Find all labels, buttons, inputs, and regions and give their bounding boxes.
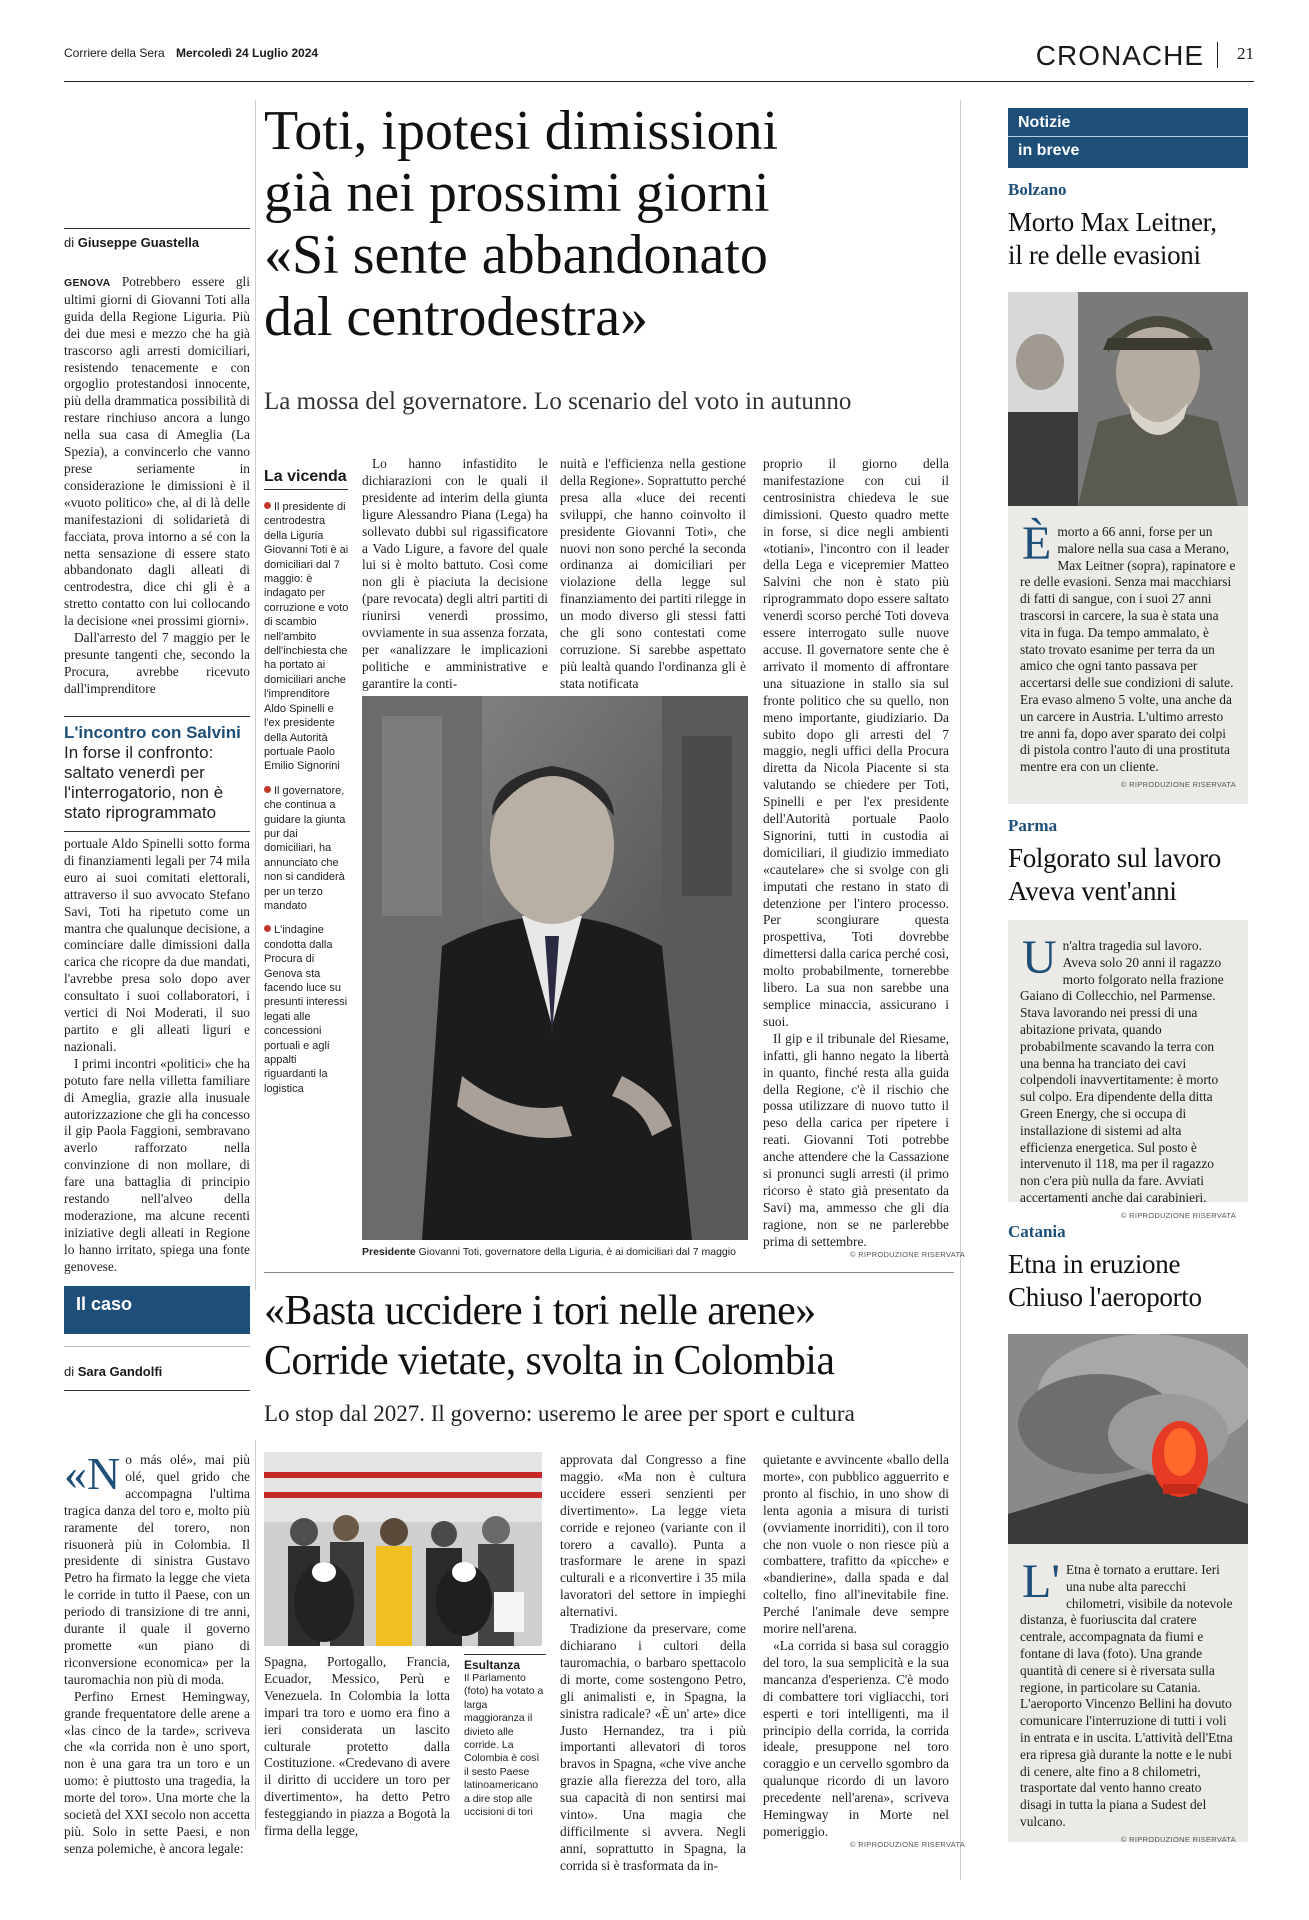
headline-line: «Si sente abbandonato — [264, 224, 768, 286]
corrida-photo — [264, 1452, 542, 1646]
article-paragraph: «La corrida si basa sul coraggio del toro, la sua semplicità e la sua mancanza d'esperienza. C'è modo di combattere tori vigliacchi, tori esperti e tori intelligenti, ma il principio della corrida, la corrida ideale, presuppone nel toro coraggio e un cervello sgombro da qualunque ricordo di un lavoro precedente nell'arena», scriveva Hemingway in Morte nel pomeriggio. — [763, 1637, 949, 1839]
article-column-3 — [362, 456, 548, 693]
article-column-2 — [264, 1654, 450, 1840]
bullet-icon — [264, 502, 271, 509]
article-column-4 — [560, 456, 746, 693]
copyright-note: © RIPRODUZIONE RISERVATA — [1120, 1210, 1236, 1220]
article-paragraph: Dall'arresto del 7 maggio per le presunte tangenti che, secondo la Procura, avrebbe ricevuto dall'imprenditore — [64, 630, 250, 696]
timeline-list — [264, 500, 350, 1096]
headline-line: già nei prossimi giorni — [264, 162, 770, 224]
article-paragraph: Il gip e il tribunale del Riesame, infatti, gli hanno negato la libertà in quanto, finché resta alla guida della Regione, c'è il rischio che possa utilizzare di nuovo tutto il peso della carica per ripetere i reati. Giovanni Toti potrebbe anche attendere che la Cassazione si pronunci sugli arresti (il primo ricorso è stato già presentato da Savi) ma, ammesso che gli dia ragione, non se ne parlerebbe prima di settembre. — [763, 1030, 949, 1249]
drop-cap: «N — [64, 1448, 121, 1499]
article-paragraph: approvata dal Congresso a fine maggio. «Ma non è cultura uccidere esseri senzienti per divertimento». La legge vieta corride e rejoneo (variante con il torero a cavallo). Punta a trasformare le arene in spazi culturali e a riconvertire i 35 mila lavoratori del settore in impieghi alternativi. — [560, 1452, 746, 1620]
leitner-photo — [1008, 292, 1248, 506]
brief-title: Folgorato sul lavoro Aveva vent'anni — [1008, 843, 1221, 906]
article-paragraph: Spagna, Portogallo, Francia, Ecuador, Messico, Perù e Venezuela. In Colombia la lotta impari tra toro e uomo era fino a ieri considerata un lascito culturale protetto dalla Costituzione. «Credevano di avere il diritto di uccidere un toro per divertimento», ha detto Petro festeggiando in piazza a Bogotà la firma della legge, — [264, 1654, 450, 1839]
brief-text: Etna è tornato a eruttare. Ieri una nube alta parecchi chilometri, visibile da notevole distanza, è fuoriuscita dal cratere centrale, accompagnata da fiumi e fontane di lava (foto). Una grande quantità di cenere si è riversata sulla regione, in particolare su Catania. L'aeroporto Vincenzo Bellini ha dovuto comunicare l'interruzione di tutti i voli in entrata e in uscita. L'attività dell'Etna era ripresa già durante la notte e le nubi di cenere, alte fino a 8 chilometri, trasportate dal vento hanno creato disagi in tutta la piana a Sudest del vulcano. — [1020, 1562, 1233, 1829]
byline-author: Giuseppe Guastella — [77, 235, 200, 250]
copyright-note: © RIPRODUZIONE RISERVATA — [1120, 1834, 1236, 1844]
article-paragraph: proprio il giorno della manifestazione con cui il centrosinistra chiedeva le sue dimissioni. Questo quadro mette in forse, si dice negli ambienti «totiani», l'incontro con il leader della Lega e vicepremier Matteo Salvini che non è stato più riprogrammato dopo essere saltato venerdì scorso perché Toti doveva essere interrogato sulle nuove accuse. Il governatore sente che è arrivato il momento di affrontare una situazione in stallo sia sul fronte politico che su quello, non meno importante, giudiziario. Da subito dopo gli arresti del 7 maggio, negli uffici della Procura diretta da Nicola Piacente si sta valutando se chiedere per Toti, Spinelli e per l'ex presidente dell'Autorità portuale Paolo Signorini, tutti in custodia ai domiciliari, il giudizio immediato «cautelare» che si svolge con gli imputati che restano in stato di detenzione per l'intero processo. Per scongiurare questa prospettiva, Toti dovrebbe dimettersi dalla carica perché così, molto probabilmente, tornerebbe libero. La sua non sarebbe una semplice minaccia, assicurano i suoi. — [763, 456, 949, 1029]
timeline-item: Il presidente di centrodestra della Liguria Giovanni Toti è ai domiciliari dal 7 maggio: è indagato per corruzione e voto di scambio nell'ambito dell'inchiesta che ha portato ai domiciliari anche l'imprenditore Aldo Spinelli e l'ex presidente della Autorità portuale Paolo Emilio Signorini — [264, 501, 349, 773]
drop-cap: L' — [1022, 1555, 1060, 1608]
byline — [64, 1364, 250, 1379]
portrait-image — [362, 696, 748, 1240]
second-subtitle: Lo stop dal 2027. Il governo: useremo le aree per sport e cultura — [264, 1401, 855, 1426]
caption-text: Giovanni Toti, governatore della Liguria, è ai domiciliari dal 7 maggio — [418, 1246, 736, 1258]
article-paragraph: I primi incontri «politici» che ha potuto fare nella villetta familiare di Ameglia, grazie alla inusuale autorizzazione che gli ha concesso il gip Paola Faggioni, sembravano averlo rafforzato nella convinzione di non mollare, di fare una battaglia di principio restando nell'alveo della moderazione, ma alcune recenti iniziative degli alleati in Regione lo hanno irritato, spiega una fonte genovese. — [64, 1055, 250, 1274]
brief-text: morto a 66 anni, forse per un malore nella sua casa a Merano, Max Leitner (sopra), rapinatore e re delle evasioni. Senza mai macchiarsi di fatti di sangue, con i suoi 27 anni trascorsi in carcere, la sua è stata una vita in fuga. Da tempo ammalato, è stato trovato esanime per terra da un amico che ogni tanto passava per accertarsi delle sue condizioni di salute. Era evaso almeno 5 volte, una anche da un carcere in Austria. L'ultimo arresto tre anni fa, dopo aver sparato dei colpi di pistola contro l'auto di una prostituta mentre era con un cliente. — [1020, 524, 1236, 775]
brief-kicker: Parma — [1008, 816, 1058, 835]
volcano-image — [1008, 1334, 1248, 1544]
second-headline — [264, 1286, 954, 1386]
masthead — [64, 40, 1254, 82]
brief-kicker: Catania — [1008, 1222, 1066, 1241]
bullet-icon — [264, 925, 271, 932]
caption-label: Presidente — [362, 1246, 416, 1258]
article-paragraph: quietante e avvincente «ballo della morte», con pubblico agguerrito e pronto al fischio, in uno show di lenta agonia a misura di turisti (ovviamente inorriditi), con il toro che non vuole o non riesce più a combattere, trafitto da «picche» e «bandierine», dalla spada e dal coltello, fino all'inevitabile fine. Perché l'animale deve sempre morire nell'arena. — [763, 1452, 949, 1637]
column-rule — [255, 1440, 256, 1830]
brief-text: n'altra tragedia sul lavoro. Aveva solo 20 anni il ragazzo morto folgorato nella frazione Gaiano di Collecchio, nel Parmense. Stava lavorando nei pressi di una abitazione privata, quando probabilmente scavando la terra con una benna ha tranciato dei cavi colpendoli inavvertitamente: è morto sul colpo. Era dipendente della ditta Green Energy, che si occupa di installazione di sistemi ad alta efficienza energetica. Sul posto è intervenuto il 118, ma per il ragazzo non c'era più nulla da fare. Avviati accertamenti anche dai carabinieri. — [1020, 938, 1224, 1205]
byline-prefix: di — [64, 235, 75, 250]
article-column-4 — [560, 1452, 746, 1875]
copyright-note: © RIPRODUZIONE RISERVATA — [850, 1250, 966, 1259]
kicker-box: Il caso — [64, 1286, 250, 1334]
toti-photo — [362, 696, 748, 1240]
article-column-5 — [763, 456, 949, 1251]
byline-prefix: di — [64, 1364, 75, 1379]
brief-header-divider — [1008, 136, 1248, 137]
article-paragraph: Potrebbero essere gli ultimi giorni di Giovanni Toti alla guida della Regione Liguria. Più dei due mesi e mezzo che ha già trascorso agli arresti domiciliari, resistendo tenacemente e con orgoglio protestandosi innocente, più della drammatica possibilità di restare rinchiuso ancora a lungo nella sua casa di Ameglia (La Spezia), a convincerlo che vanno prese seriamente in considerazione le dimissioni è il «vuoto politico» che, al di là delle manifestazioni di solidarietà di facciata, prova intorno a sé con la netta sensazione di essere stato abbandonato dagli alleati di centrodestra, dice chi gli è a stretto contatto con lui collocando la decisione «nei prossimi giorni». — [64, 274, 250, 629]
brief-news-header — [1008, 108, 1248, 168]
section-title: CRONACHE — [1035, 40, 1204, 71]
brief-body — [1008, 506, 1248, 804]
byline-rule — [64, 1390, 250, 1391]
timeline-item: Il governatore, che continua a guidare la giunta pur dai domiciliari, ha annunciato che non si candiderà per un terzo mandato — [264, 784, 346, 912]
masthead-divider — [1217, 42, 1218, 68]
article-paragraph: Lo hanno infastidito le dichiarazioni con le quali il presidente ad interim della giunta ligure Alessandro Piana (Lega) ha sollevato dubbi sul rigassificatore a Vado Ligure, a favore del quale lui si è molto battuto. Così come non gli è piaciuta la decisione (pare revocata) degli altri partiti di riunirsi venerdì prossimo, ovviamente in sua assenza forzata, per «analizzare le implicazioni politiche e amministrative e garantire la conti- — [362, 456, 548, 691]
brief-body — [1008, 920, 1248, 1220]
brief-kicker: Bolzano — [1008, 180, 1067, 199]
brief-header-line: Notizie — [1018, 114, 1071, 131]
pull-quote-rule — [64, 831, 250, 832]
main-subtitle: La mossa del governatore. Lo scenario del voto in autunno — [264, 388, 852, 415]
article-paragraph: Perfino Ernest Hemingway, grande frequentatore delle arene a «las cinco de la tarde», scriveva che «la corrida non è uno sport, non è una gara tra un toro e un uomo: è piuttosto una tragedia, la morte del toro». Una morte che la società del XXI secolo non accetta più. Solo in sette Paesi, e non senza polemiche, è ancora legale: — [64, 1688, 250, 1856]
issue-date: Mercoledì 24 Luglio 2024 — [176, 46, 319, 60]
drop-cap: È — [1022, 517, 1052, 570]
copyright-note: © RIPRODUZIONE RISERVATA — [850, 1840, 966, 1849]
copyright-note: © RIPRODUZIONE RISERVATA — [1120, 779, 1236, 789]
headline-line: «Basta uccidere i tori nelle arene» — [264, 1288, 816, 1334]
drop-cap: U — [1022, 931, 1057, 984]
bullet-icon — [264, 786, 271, 793]
article-divider — [264, 1272, 954, 1273]
article-paragraph: nuità e l'efficienza nella gestione della Regione». Soprattutto perché presa alla «luce dei recenti sviluppi, che hanno coinvolto il presidente Giovanni Toti», che nuovi non sono perché la seconda ordinanza ai domiciliari per violazione della legge sul finanziamento dei partiti rilegge in un modo diverso gli stessi fatti che gli sono contestati come corruzione. Si sarebbe aspettato più lealtà quando l'ordinanza gli è stata notificata — [560, 456, 746, 691]
photo-caption — [362, 1246, 762, 1259]
column-rule — [255, 100, 256, 1290]
headline-line: Corride vietate, svolta in Colombia — [264, 1338, 835, 1384]
byline-author: Sara Gandolfi — [77, 1364, 163, 1379]
article-column-1 — [64, 274, 250, 698]
brief-header-line: in breve — [1018, 142, 1080, 159]
etna-photo — [1008, 1334, 1248, 1544]
headline-line: dal centrodestra» — [264, 286, 649, 348]
headline-line: Toti, ipotesi dimissioni — [264, 100, 779, 162]
article-column-5 — [763, 1452, 949, 1841]
newspaper-name: Corriere della Sera — [64, 46, 165, 60]
pull-quote-heading: L'incontro con Salvini — [64, 723, 241, 742]
article-paragraph: Tradizione da preservare, come dichiarano i cultori della tauromachia, o barbaro spettacolo di morte, come sostengono Petro, gli animalisti e, in Spagna, la sinistra radicale? «È un' arte» dice Justo Hernandez, tra i più importanti allevatori di toros bravos in Spagna, «che vive anche grazie alla fierezza del toro, alla sua capacità di non sentirsi mai vinto». Una magia che difficilmente si avvera. Negli anni, soprattutto in Spagna, la corrida si è trasformata da in- — [560, 1621, 746, 1873]
page-number: 21 — [1237, 44, 1254, 63]
pull-quote-text: In forse il confronto: saltato venerdì per l'interrogatorio, non è stato riprogrammato — [64, 743, 224, 822]
brief-title: Etna in eruzione Chiuso l'aeroporto — [1008, 1249, 1202, 1312]
crowd-image — [264, 1452, 542, 1646]
kicker-rule — [64, 1346, 250, 1347]
brief-title: Morto Max Leitner, il re delle evasioni — [1008, 207, 1217, 270]
byline — [64, 228, 250, 250]
caption-text: Il Parlamento (foto) ha votato a larga maggioranza il divieto alle corride. La Colombia è così il sesto Paese latinoamericano a dire stop alle uccisioni di tori — [464, 1672, 544, 1819]
article-paragraph: o más olé», mai più olé, quel grido che accompagna l'ultima tragica danza del toro e, molto più raramente del torero, non risuonerà più in Colombia. Il presidente di sinistra Gustavo Petro ha firmato la legge che vieta le corride in tutto il Paese, con un periodo di transizione di tre anni, durante il quale il governo promette «un piano di riconversione economica» per la tauromachia non più di moda. — [64, 1452, 250, 1687]
timeline-item: L'indagine condotta dalla Procura di Genova sta facendo luce su presunti interessi legati alle concessioni portuali e agli appalti riguardanti la logistica — [264, 924, 348, 1095]
dateline: GENOVA — [64, 277, 111, 289]
timeline-title: La vicenda — [264, 468, 348, 490]
article-paragraph: portuale Aldo Spinelli sotto forma di finanziamenti legali per 74 mila euro ai suoi comitati elettorali, attraverso il suo avvocato Stefano Savi, Toti ha ripetuto come un mantra che qualunque decisione, a cominciare dalle dimissioni dalla carica che ricopre da due mandati, l'avrebbe presa solo dopo aver consultato i suoi collaboratori, i vertici di Noi Moderati, il suo partito e gli alleati liguri e nazionali. — [64, 836, 250, 1054]
pull-quote — [64, 716, 250, 832]
portrait-image — [1008, 292, 1248, 506]
caption-label: Esultanza — [464, 1658, 521, 1672]
article-column-1 — [64, 1448, 250, 1858]
photo-caption — [464, 1654, 546, 1819]
brief-body — [1008, 1544, 1248, 1842]
main-headline — [264, 100, 954, 348]
article-column-1b — [64, 836, 250, 1276]
column-rule — [960, 100, 961, 1880]
